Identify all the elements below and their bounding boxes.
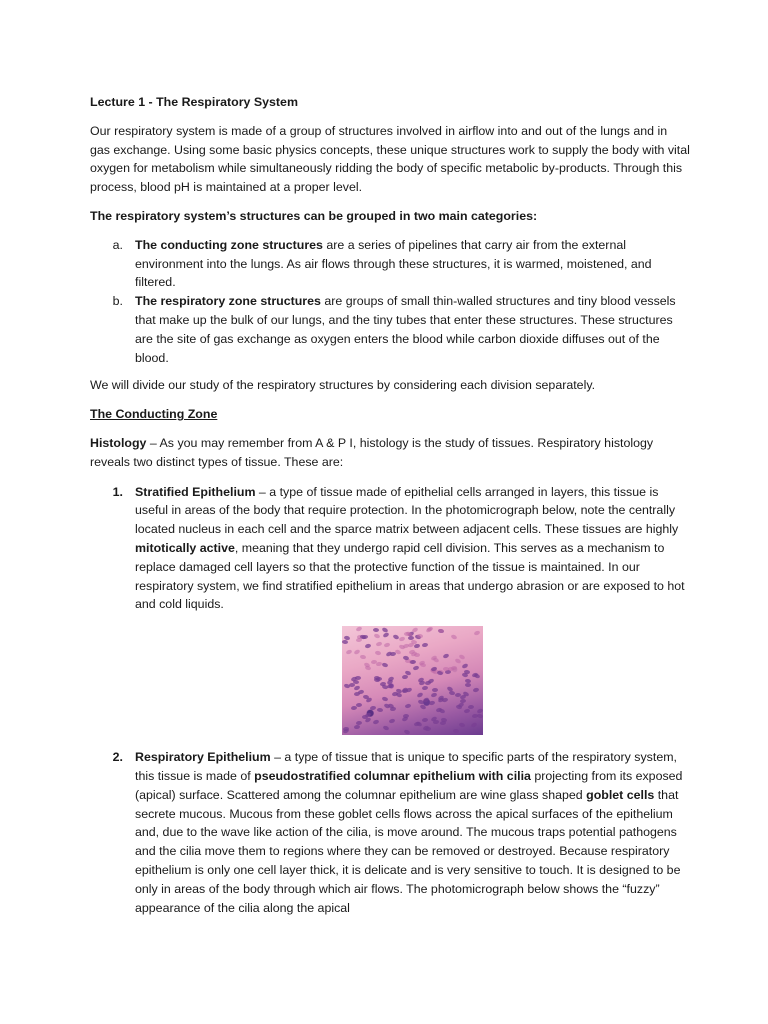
cell-nucleus bbox=[460, 698, 466, 703]
cell-nucleus bbox=[382, 696, 389, 702]
categories-list bbox=[90, 236, 690, 368]
cell-nucleus bbox=[438, 708, 445, 714]
cell-nucleus bbox=[426, 626, 433, 631]
tissue-list bbox=[90, 483, 690, 615]
cell-nucleus bbox=[365, 666, 372, 672]
cell-nucleus bbox=[373, 627, 379, 631]
cell-nucleus bbox=[356, 638, 362, 643]
list-marker: a. bbox=[112, 237, 123, 252]
item-text: , meaning that they undergo rapid cell division. This serves as a mechanism to replace damaged cell layers so that the protective function of the tissue is maintained. In our respiratory system, we find stratified epithelium in areas that undergo abrasion or are exposed to hot and cold liquids. bbox=[135, 540, 685, 612]
cell-nucleus bbox=[409, 660, 415, 664]
cell-nucleus bbox=[376, 641, 383, 646]
cell-nucleus bbox=[473, 630, 480, 636]
cell-nucleus bbox=[417, 692, 424, 698]
bold-term: mitotically active bbox=[135, 540, 235, 555]
cell-nucleus bbox=[414, 653, 420, 657]
cell-nucleus bbox=[401, 716, 408, 722]
item-text: that secrete mucous. Mucous from these goblet cells flows across the apical surfaces of the epithelium and, due to the wave like action of the cilia, is move around. The mucous traps potential pathogens and the cilia move them to regions where they can be removed or destroyed. Because respiratory epithelium is only one cell layer thick, it is delicate and is very sensitive to touch. It is designed to be only in areas of the body through which air flows. The photomicrograph below shows the “fuzzy” appearance of the cilia along the apical bbox=[135, 787, 681, 915]
cell-nucleus bbox=[459, 723, 466, 728]
page-title: Lecture 1 - The Respiratory System bbox=[90, 95, 298, 109]
figure bbox=[90, 626, 690, 735]
cell-nucleus bbox=[399, 637, 406, 643]
intro-paragraph: Our respiratory system is made of a group of structures involved in airflow into and out of the lungs and in gas exchange. Using some basic physics concepts, these unique structures work to supply the body with vital oxygen for metabolism while simultaneously ridding the body of specific metabolic by-products. Through this process, blood pH is maintained at a proper level. bbox=[90, 123, 690, 195]
cell-nucleus bbox=[374, 651, 381, 656]
cell-nucleus bbox=[438, 629, 445, 634]
item-text: are a series of pipelines that carry air from the external environment into the lungs. As air flows through these structures, it is warmed, moistened, and filtered. bbox=[135, 237, 652, 290]
list-item bbox=[90, 292, 690, 367]
cell-nucleus bbox=[450, 634, 457, 640]
cell-nucleus bbox=[402, 689, 408, 694]
cell-nucleus bbox=[365, 697, 372, 703]
section-heading: The Conducting Zone bbox=[90, 407, 218, 422]
term: The conducting zone structures bbox=[135, 237, 323, 252]
list-marker: 1. bbox=[112, 484, 123, 499]
cell-nucleus bbox=[412, 665, 419, 670]
cell-nucleus bbox=[461, 663, 468, 669]
stratified-epithelium-photomicrograph bbox=[342, 626, 483, 735]
cell-nucleus bbox=[431, 692, 438, 698]
list-marker: 2. bbox=[112, 750, 123, 765]
cell-nucleus bbox=[354, 725, 361, 730]
item-text: – a type of tissue that is unique to specific parts of the respiratory system, this tissue is made of bbox=[135, 750, 677, 783]
cell-nucleus bbox=[364, 643, 371, 648]
cell-nucleus bbox=[384, 642, 391, 647]
item-text: projecting from its exposed (apical) surface. Scattered among the columnar epithelium are wine glass shaped bbox=[135, 768, 683, 802]
cell-nucleus bbox=[463, 709, 470, 714]
cell-nucleus bbox=[402, 675, 408, 680]
cell-nucleus bbox=[455, 693, 461, 697]
cell-nucleus bbox=[422, 643, 429, 648]
cell-nucleus bbox=[355, 626, 362, 631]
list-item bbox=[90, 236, 690, 292]
divide-paragraph: We will divide our study of the respiratory structures by considering each division separately. bbox=[90, 378, 596, 393]
cell-nucleus bbox=[471, 722, 478, 728]
cell-nucleus bbox=[472, 714, 478, 719]
cell-nucleus bbox=[422, 686, 429, 691]
list-item bbox=[90, 748, 690, 917]
cell-nucleus bbox=[383, 632, 390, 638]
cell-nucleus bbox=[443, 653, 450, 659]
cell-nucleus bbox=[342, 640, 348, 645]
cell-nucleus bbox=[428, 678, 435, 684]
list-marker: b. bbox=[112, 294, 123, 309]
cell-nucleus bbox=[476, 708, 483, 714]
cell-nucleus bbox=[473, 673, 480, 679]
document-page bbox=[90, 93, 690, 926]
cell-nucleus bbox=[420, 663, 427, 668]
cell-nucleus bbox=[354, 648, 361, 654]
cell-nucleus bbox=[360, 655, 367, 660]
cell-nucleus bbox=[346, 649, 353, 655]
cell-nucleus bbox=[473, 687, 480, 692]
bold-term: goblet cells bbox=[586, 787, 655, 802]
bold-term: pseudostratified columnar epithelium with cilia bbox=[254, 768, 531, 783]
cell-nucleus bbox=[373, 719, 380, 725]
cell-nucleus bbox=[451, 666, 457, 671]
term: Respiratory Epithelium bbox=[135, 750, 271, 765]
cell-nucleus bbox=[422, 718, 428, 723]
cell-nucleus bbox=[383, 725, 390, 731]
categories-heading: The respiratory system’s structures can be grouped in two main categories: bbox=[90, 208, 538, 223]
term: Histology bbox=[90, 435, 147, 450]
cell-nucleus bbox=[351, 705, 357, 710]
term: Stratified Epithelium bbox=[135, 484, 256, 499]
cell-nucleus bbox=[388, 719, 395, 724]
cell-nucleus bbox=[453, 728, 459, 733]
histology-paragraph bbox=[90, 434, 690, 472]
cell-nucleus bbox=[419, 704, 426, 710]
cell-nucleus bbox=[468, 705, 474, 709]
cell-nucleus bbox=[417, 634, 424, 639]
cell-nucleus bbox=[342, 728, 349, 734]
cell-nucleus bbox=[454, 658, 461, 664]
cell-nucleus bbox=[382, 663, 389, 669]
cell-nucleus bbox=[362, 634, 369, 639]
term: The respiratory zone structures bbox=[135, 294, 321, 309]
cell-nucleus bbox=[370, 705, 377, 710]
cell-nucleus bbox=[405, 703, 412, 708]
cell-nucleus bbox=[465, 678, 472, 683]
tissue-list-continued bbox=[90, 748, 690, 917]
histology-text: – As you may remember from A & P I, histology is the study of tissues. Respiratory histology reveals two distinct types of tissue. These are: bbox=[90, 435, 654, 469]
cell-nucleus bbox=[404, 729, 411, 735]
cell-nucleus bbox=[465, 683, 471, 687]
cell-nucleus bbox=[376, 661, 383, 666]
item-text: are groups of small thin-walled structures and tiny blood vessels that make up the bulk of our lungs, and the tiny tubes that enter these structures. These structures are the site of gas exchange as oxygen enters the blood while carbon dioxide diffuses out of the blood. bbox=[135, 294, 676, 365]
cell-nucleus bbox=[455, 704, 462, 709]
list-item bbox=[90, 483, 690, 615]
cell-nucleus bbox=[376, 677, 382, 682]
cell-nucleus bbox=[433, 657, 440, 663]
cell-nucleus bbox=[377, 708, 383, 713]
cell-nucleus bbox=[429, 701, 436, 706]
item-text: – a type of tissue made of epithelial cells arranged in layers, this tissue is useful in areas of the body that require protection. In the photomicrograph below, note the centrally located nucleus in each cell and the sparce matrix between adjacent cells. These tissues are highly bbox=[135, 484, 679, 537]
cell-nucleus bbox=[374, 633, 381, 639]
cell-nucleus bbox=[356, 702, 362, 706]
cell-nucleus bbox=[432, 688, 438, 692]
